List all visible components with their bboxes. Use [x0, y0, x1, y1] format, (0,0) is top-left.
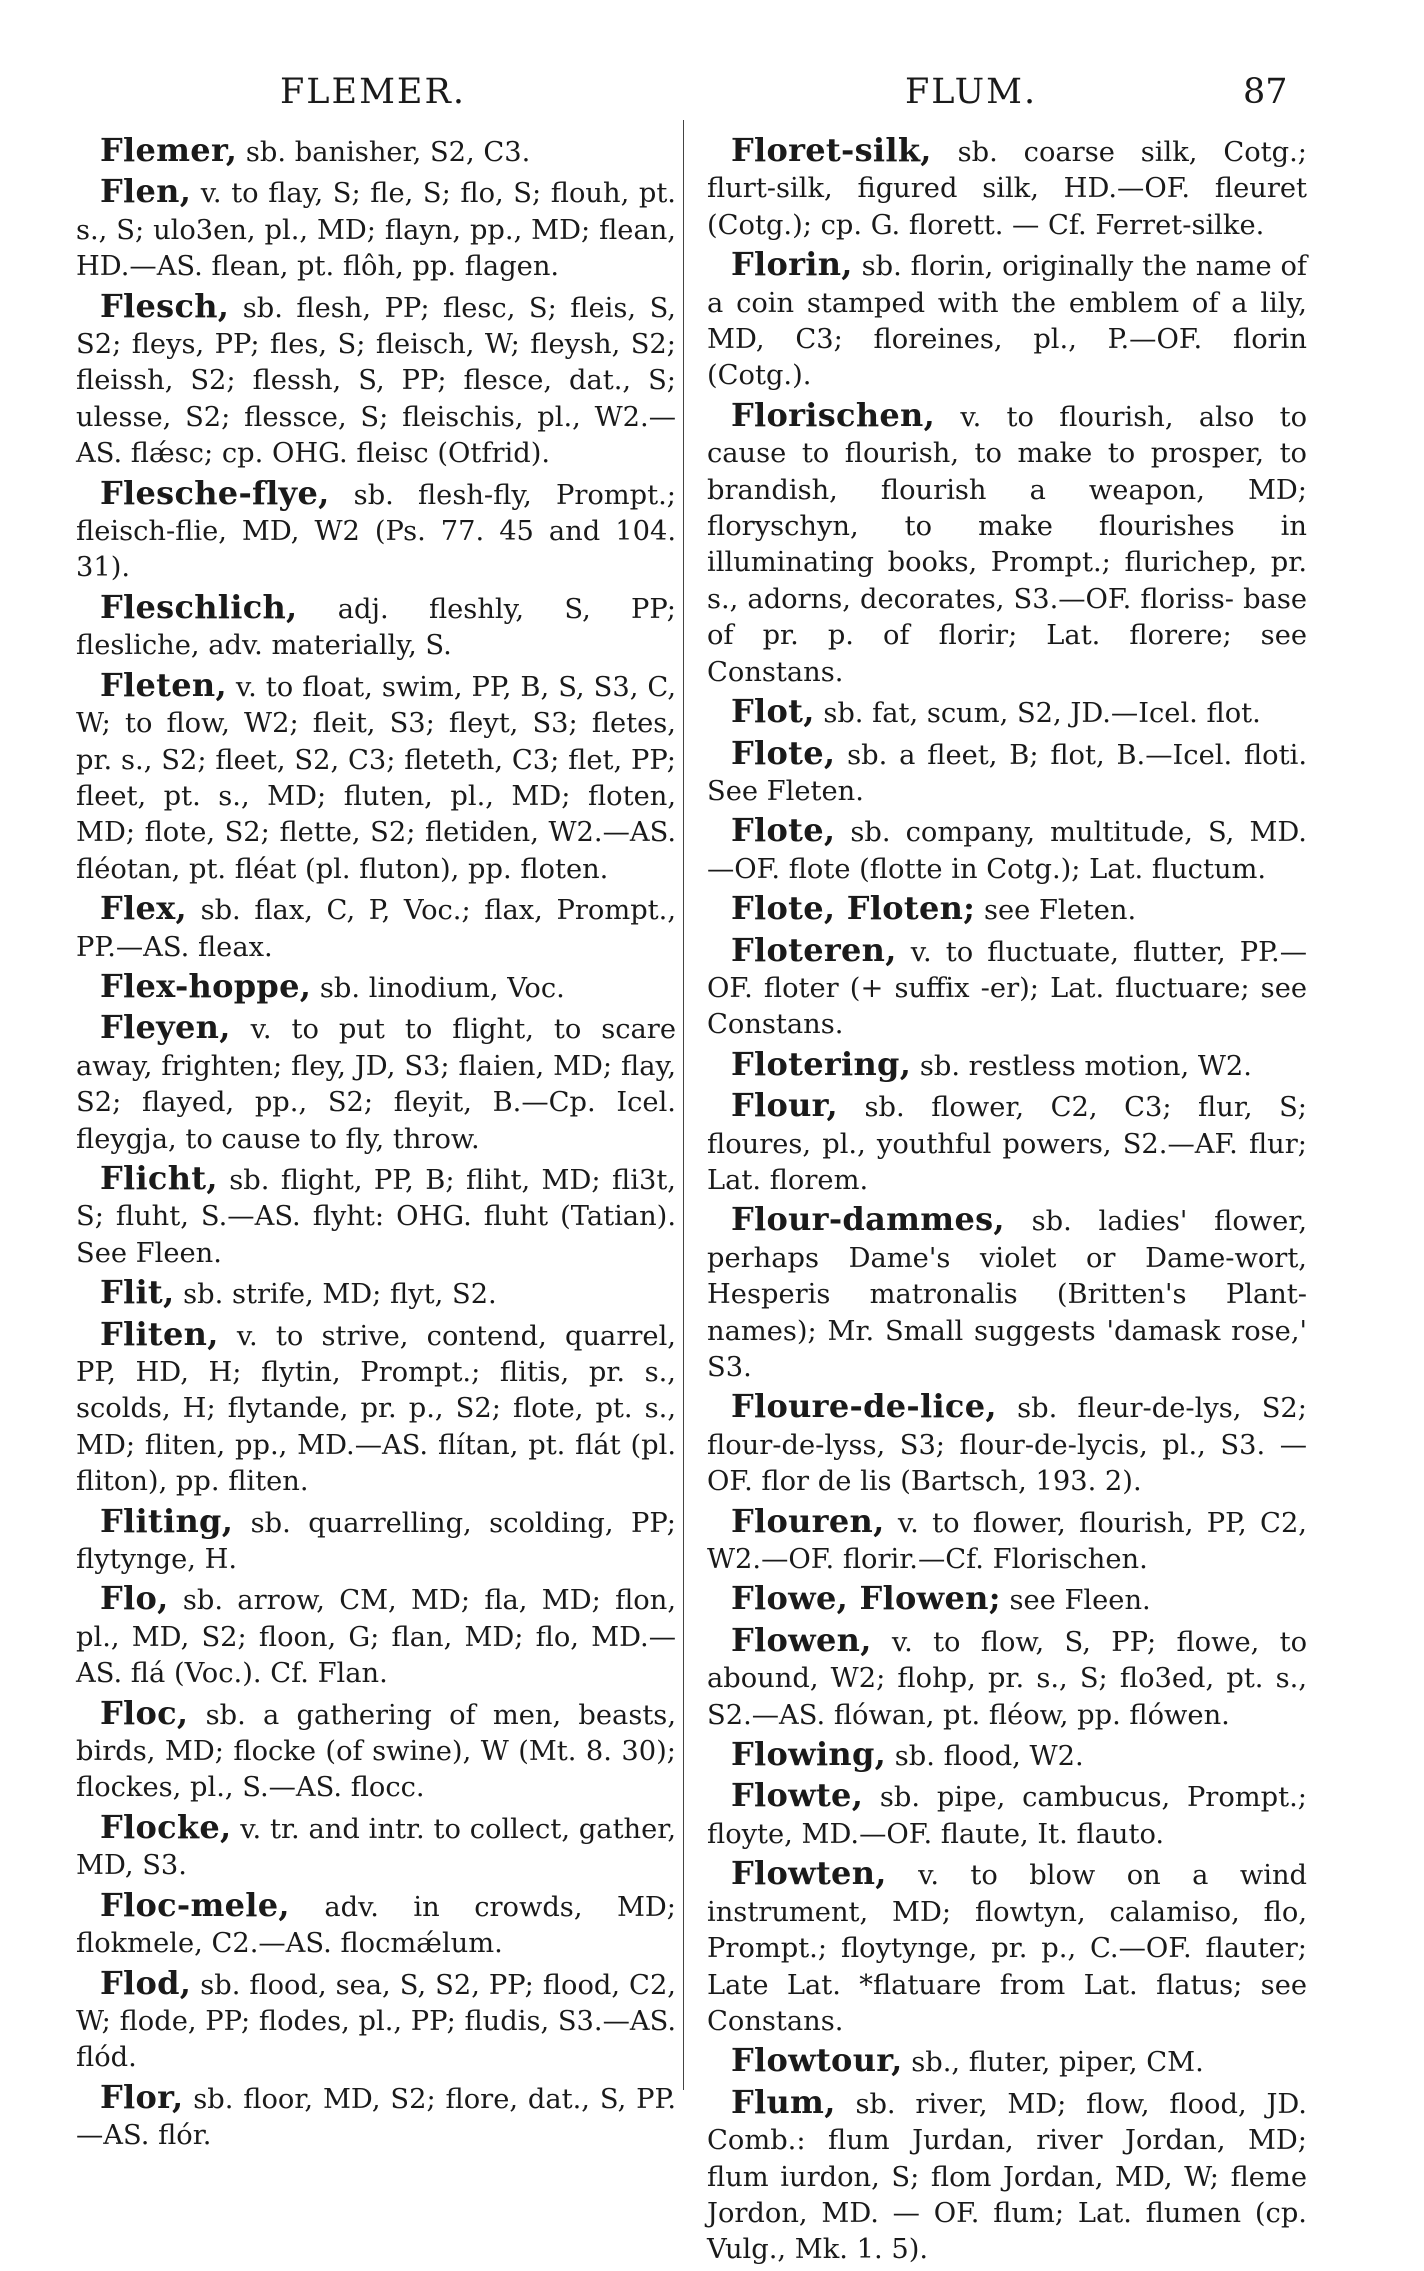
entry-definition: sb. banisher, S2, C3.	[237, 137, 531, 168]
dictionary-entry	[76, 1695, 676, 1807]
dictionary-entry	[707, 2042, 1307, 2081]
dictionary-entry	[707, 397, 1307, 691]
entry-definition: adv. in crowds, MD; flokmele, C2.—AS. flocmǽlum.	[76, 1891, 676, 1960]
entry-headword: Flex,	[100, 889, 187, 928]
entry-headword: Flor,	[100, 2077, 184, 2116]
entry-definition: sb. ladies' flower, perhaps Dame's violet or Dame-wort, Hesperis matronalis (Britten's Plant-names); Mr. Small suggests 'damask rose,' S3.	[707, 1206, 1307, 1383]
entry-headword: Flemer,	[100, 131, 238, 169]
dictionary-entry	[707, 1736, 1307, 1775]
header-left-guide-word: FLEMER.	[280, 72, 466, 112]
entry-definition: sb. linodium, Voc.	[311, 972, 565, 1004]
entry-headword: Florin,	[731, 245, 853, 284]
entry-definition: sb. river, MD; flow, flood, JD. Comb.: flum Jurdan, river Jordan, MD; flum iurdon, S; flom Jordan, MD, W; fleme Jordon, MD. — OF. flum; Lat. flumen (cp. Vulg., Mk. 1. 5).	[707, 2088, 1307, 2266]
dictionary-entry	[707, 1580, 1307, 1619]
dictionary-entry	[707, 1087, 1307, 1199]
dictionary-entry	[76, 1965, 676, 2077]
entry-definition: sb. fat, scum, S2, JD.—Icel. flot.	[814, 698, 1261, 730]
entry-headword: Flesch,	[100, 286, 230, 325]
entry-headword: Fleten,	[100, 665, 227, 704]
dictionary-entry	[707, 735, 1307, 811]
entry-definition: sb. flower, C2, C3; flur, S; floures, pl., youthful powers, S2.—AF. flur; Lat. florem.	[707, 1092, 1307, 1196]
entry-definition: v. to blow on a wind instrument, MD; flowtyn, calamiso, flo, Prompt.; floytynge, pr. p., C.—OF. flauter; Late Lat. *flatuare from Lat. flatus; see Constans.	[707, 1860, 1307, 2037]
entry-definition: v. to flay, S; fle, S; flo, S; flouh, pt. s., S; ulo3en, pl., MD; flayn, pp., MD; flean, HD.—AS. flean, pt. flôh, pp. flagen.	[76, 178, 676, 283]
dictionary-entry	[76, 1887, 676, 1963]
entry-definition: v. to strive, contend, quarrel, PP, HD, H; flytin, Prompt.; flitis, pr. s., scolds, H; flytande, pr. p., S2; flote, pt. s., MD; fliten, pp., MD.—AS. flítan, pt. flát (pl. fliton), pp. fliten.	[76, 1320, 676, 1498]
dictionary-entry	[76, 589, 676, 665]
entry-definition: sb. flight, PP, B; fliht, MD; fli3t, S; fluht, S.—AS. flyht: OHG. fluht (Tatian). See Fleen.	[76, 1164, 676, 1269]
entry-headword: Floret-silk,	[731, 131, 932, 169]
entry-definition: sb. company, multitude, S, MD. —OF. flote (flotte in Cotg.); Lat. fluctum.	[707, 817, 1307, 885]
entry-definition: sb. flesh, PP; flesc, S; fleis, S, S2; fleys, PP; fles, S; fleisch, W; fleysh, S2; fleissh, S2; flessh, S, PP; flesce, dat., S; ulesse, S2; flessce, S; fleischis, pl., W2.—AS. flǽsc; cp. OHG. fleisc (Otfrid).	[76, 292, 676, 470]
entry-definition: v. to flow, S, PP; flowe, to abound, W2; flohp, pr. s., S; flo3ed, pt. s., S2.—AS. flówan, pt. fléow, pp. flówen.	[707, 1626, 1307, 1731]
dictionary-entry	[707, 1201, 1307, 1386]
entry-definition: v. to flower, flourish, PP, C2, W2.—OF. florir.—Cf. Florischen.	[707, 1507, 1307, 1576]
entry-definition: sb. flood, sea, S, S2, PP; flood, C2, W; flode, PP; flodes, pl., PP; fludis, S3.—AS. flód.	[76, 1969, 676, 2074]
entry-definition: sb. florin, originally the name of a coin stamped with the emblem of a lily, MD, C3; floreines, pl., P.—OF. florin (Cotg.).	[707, 251, 1307, 392]
entry-definition: sb. strife, MD; flyt, S2.	[174, 1279, 497, 1311]
entry-headword: Flotering,	[731, 1044, 912, 1083]
entry-definition: v. to flourish, also to cause to flourish, to make to prosper, to brandish, flourish a weapon, MD; floryschyn, to make flourishes in illuminating books, Prompt.; flurichep, pr. s., adorns, decorates, S3.—OF. floriss- base of pr. p. of florir; Lat. florere; see Constans.	[707, 401, 1307, 688]
dictionary-entry	[76, 1274, 676, 1313]
dictionary-entry	[76, 667, 676, 888]
dictionary-entry	[707, 1388, 1307, 1500]
dictionary-entry	[707, 132, 1307, 244]
dictionary-entry	[76, 132, 676, 171]
dictionary-entry	[76, 288, 676, 473]
dictionary-entry	[707, 1777, 1307, 1853]
dictionary-entry	[707, 1855, 1307, 2040]
entry-headword: Flot,	[731, 692, 815, 731]
entry-headword: Floc,	[100, 1693, 189, 1732]
page-number: 87	[1243, 72, 1288, 112]
entry-headword: Flex-hoppe,	[100, 966, 312, 1005]
entry-headword: Flesche-flye,	[100, 473, 330, 512]
page-header	[0, 72, 1424, 122]
dictionary-entry	[707, 2084, 1307, 2269]
entry-headword: Flote,	[731, 811, 836, 850]
entry-headword: Flowten,	[731, 1854, 887, 1893]
entry-definition: sb. coarse silk, Cotg.; flurt-silk, figured silk, HD.—OF. fleuret (Cotg.); cp. G. florett. — Cf. Ferret-silke.	[707, 137, 1307, 241]
dictionary-entry	[707, 693, 1307, 732]
entry-headword: Fliting,	[100, 1501, 234, 1540]
dictionary-entry	[707, 1622, 1307, 1734]
entry-headword: Florischen,	[731, 395, 936, 434]
dictionary-entry	[707, 890, 1307, 929]
entry-definition: sb. a fleet, B; flot, B.—Icel. floti. See Fleten.	[707, 739, 1307, 807]
entry-headword: Fleyen,	[100, 1008, 231, 1047]
entry-headword: Flowen,	[731, 1620, 872, 1659]
entry-headword: Flod,	[100, 1963, 192, 2002]
entry-headword: Floure-de-lice,	[731, 1387, 997, 1426]
entry-headword: Flouren,	[731, 1501, 885, 1540]
entry-headword: Flicht,	[100, 1158, 218, 1197]
entry-definition: sb. a gathering of men, beasts, birds, MD; flocke (of swine), W (Mt. 8. 30); flockes, pl., S.—AS. flocc.	[76, 1699, 676, 1804]
entry-definition: sb. flax, C, P, Voc.; flax, Prompt., PP.—AS. fleax.	[76, 895, 676, 963]
entry-definition: sb. flesh-fly, Prompt.; fleisch-flie, MD, W2 (Ps. 77. 45 and 104. 31).	[76, 479, 676, 584]
entry-definition: sb. flood, W2.	[886, 1741, 1084, 1773]
entry-headword: Flote,	[731, 733, 836, 772]
dictionary-entry	[707, 1046, 1307, 1085]
entry-headword: Floteren,	[731, 930, 897, 969]
entry-definition: sb. pipe, cambucus, Prompt.; floyte, MD.—OF. flaute, It. flauto.	[707, 1782, 1307, 1850]
dictionary-entry	[707, 932, 1307, 1044]
dictionary-entry	[76, 2079, 676, 2155]
dictionary-entry	[76, 1503, 676, 1579]
entry-headword: Flowte,	[731, 1776, 864, 1815]
entry-definition: sb. arrow, CM, MD; fla, MD; flon, pl., MD, S2; floon, G; flan, MD; flo, MD.—AS. flá (Voc.). Cf. Flan.	[76, 1585, 676, 1690]
dictionary-entry	[707, 246, 1307, 395]
entry-headword: Flour-dammes,	[731, 1200, 1005, 1239]
dictionary-entry	[76, 1009, 676, 1158]
entry-definition: v. to put to flight, to scare away, frighten; fley, JD, S3; flaien, MD; flay, S2; flayed, pp., S2; fleyit, B.—Cp. Icel. fleygja, to cause to fly, throw.	[76, 1014, 676, 1155]
entry-headword: Flit,	[100, 1273, 175, 1312]
entry-definition: adj. fleshly, S, PP; flesliche, adv. materially, S.	[76, 593, 676, 662]
entry-headword: Flote, Floten;	[731, 889, 976, 928]
column-divider	[683, 120, 684, 2090]
left-column	[76, 132, 676, 2157]
dictionary-entry	[76, 890, 676, 966]
entry-definition: v. to float, swim, PP, B, S, S3, C, W; to flow, W2; fleit, S3; fleyt, S3; fletes, pr. s., S2; fleet, S2, C3; fleteth, C3; flet, PP; fleet, pt. s., MD; fluten, pl., MD; floten, MD; flote, S2; flette, S2; fletiden, W2.—AS. fléotan, pt. fléat (pl. fluton), pp. floten.	[76, 671, 676, 885]
entry-headword: Flocke,	[100, 1807, 232, 1846]
entry-definition: see Fleten.	[975, 895, 1137, 927]
entry-definition: sb. floor, MD, S2; flore, dat., S, PP.—AS. flór.	[76, 2083, 676, 2152]
entry-headword: Flowing,	[731, 1735, 887, 1774]
entry-headword: Flour,	[731, 1086, 838, 1125]
dictionary-entry	[707, 812, 1307, 888]
entry-headword: Flowe, Flowen;	[731, 1579, 1001, 1618]
header-right-guide-word: FLUM.	[905, 72, 1038, 112]
right-column	[707, 132, 1307, 2271]
dictionary-entry	[76, 475, 676, 587]
entry-headword: Flowtour,	[731, 2041, 903, 2080]
dictionary-entry	[76, 173, 676, 285]
dictionary-entry	[76, 1160, 676, 1272]
entry-definition: sb. quarrelling, scolding, PP; flytynge, H.	[76, 1507, 676, 1576]
entry-headword: Floc-mele,	[100, 1885, 290, 1924]
dictionary-entry	[707, 1503, 1307, 1579]
entry-definition: sb. fleur-de-lys, S2; flour-de-lyss, S3; flour-de-lycis, pl., S3. —OF. flor de lis (Bartsch, 193. 2).	[707, 1393, 1307, 1498]
entry-headword: Flen,	[100, 172, 192, 211]
dictionary-entry	[76, 1580, 676, 1692]
dictionary-entry	[76, 968, 676, 1007]
entry-definition: sb. restless motion, W2.	[911, 1050, 1252, 1082]
entry-definition: v. to fluctuate, flutter, PP.—OF. floter (+ suffix -er); Lat. fluctuare; see Constans.	[707, 936, 1307, 1041]
entry-definition: see Fleen.	[1000, 1585, 1151, 1617]
entry-headword: Fleschlich,	[100, 587, 298, 626]
entry-definition: sb., fluter, piper, CM.	[902, 2047, 1204, 2079]
dictionary-entry	[76, 1809, 676, 1885]
entry-headword: Fliten,	[100, 1314, 219, 1353]
dictionary-entry	[76, 1316, 676, 1501]
entry-headword: Flum,	[731, 2082, 836, 2121]
entry-definition: v. tr. and intr. to collect, gather, MD, S3.	[76, 1813, 676, 1882]
entry-headword: Flo,	[100, 1579, 169, 1618]
